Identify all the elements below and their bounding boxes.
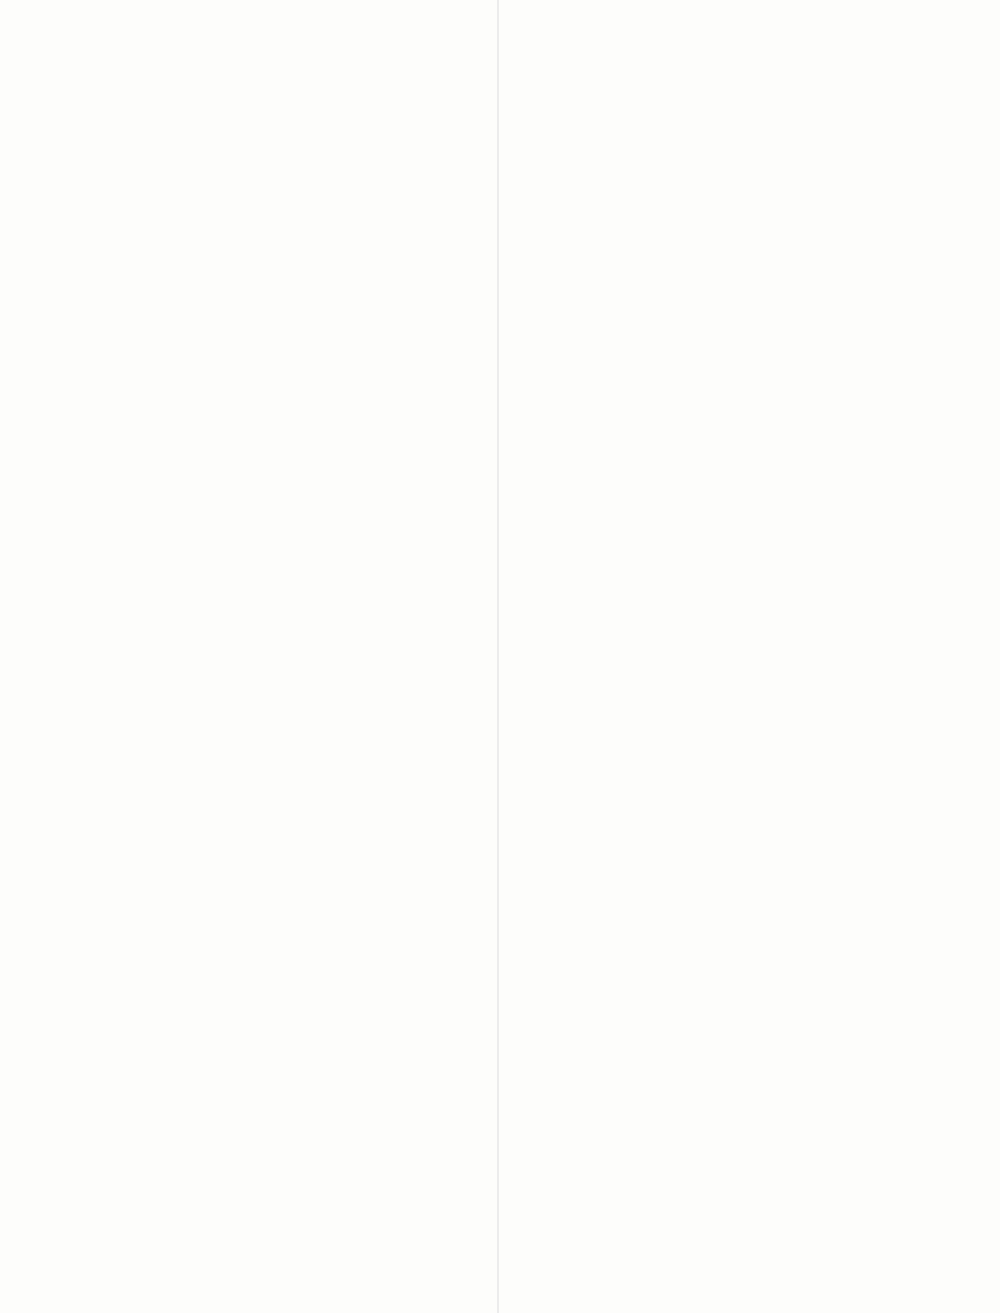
- column-divider: [497, 0, 499, 1313]
